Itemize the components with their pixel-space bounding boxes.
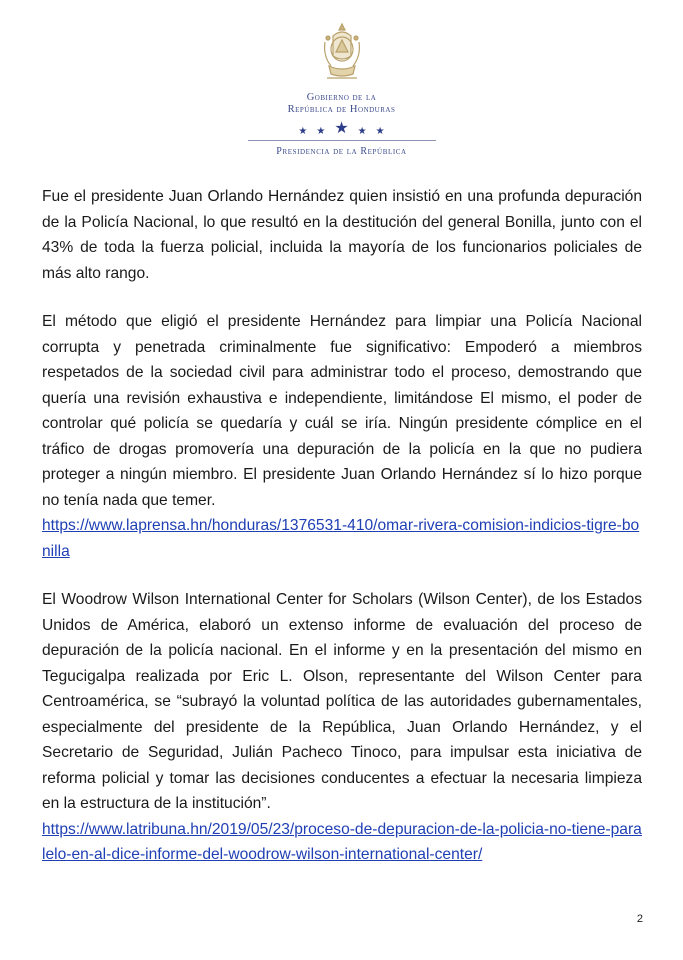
letterhead-presidencia: Presidencia de la República	[276, 146, 407, 157]
paragraph-2	[42, 309, 642, 564]
star-icon: ★	[375, 126, 385, 137]
paragraph-3	[42, 587, 642, 868]
star-row	[298, 121, 384, 137]
document-body	[42, 184, 642, 891]
letterhead	[0, 22, 683, 157]
letterhead-line-republica: República de Honduras	[287, 104, 396, 115]
letterhead-line-gobierno: Gobierno de la	[306, 92, 377, 103]
paragraph-1: Fue el presidente Juan Orlando Hernández quien insistió en una profunda depuración de la Policía Nacional, lo que resultó en la destitución del general Bonilla, junto con el 43% de toda la fuerza policial, incluida la mayoría de los funcionarios policiales de más alto rango.	[42, 188, 642, 282]
laprensa-link[interactable]: https://www.laprensa.hn/honduras/1376531-410/omar-rivera-comision-indicios-tigre-bonilla	[42, 517, 640, 560]
paragraph-2-text: El método que eligió el presidente Hernández para limpiar una Policía Nacional corrupta y penetrada criminalmente fue significativo: Empoderó a miembros respetados de la sociedad civil para administrar todo el proceso, demostrando que quería una revisión exhaustiva e independiente, limitándose El mismo, el poder de controlar qué policía se quedaría y cuál se iría. Ningún presidente cómplice en el tráfico de drogas promovería una depuración de la policía en la que no pudiera proteger a ningún miembro. El presidente Juan Orlando Hernández sí lo hizo porque no tenía nada que temer.	[42, 313, 642, 509]
star-icon: ★	[334, 120, 349, 137]
latribuna-link[interactable]: https://www.latribuna.hn/2019/05/23/proceso-de-depuracion-de-la-policia-no-tiene-paralelo-en-al-dice-informe-del-woodrow-wilson-international-center/	[42, 820, 642, 863]
letterhead-divider	[248, 140, 436, 141]
star-icon: ★	[298, 126, 308, 137]
page-number: 2	[636, 913, 643, 925]
honduras-coat-of-arms-icon	[319, 22, 365, 84]
paragraph-3-text: El Woodrow Wilson International Center for Scholars (Wilson Center), de los Estados Unidos de América, elaboró un extenso informe de evaluación del proceso de depuración de la policía nacional. En el informe y en la presentación del mismo en Tegucigalpa realizada por Eric L. Olson, representante del Wilson Center para Centroamérica, se “subrayó la voluntad política de las autoridades gubernamentales, especialmente del presidente de la República, Juan Orlando Hernández, y el Secretario de Seguridad, Julián Pacheco Tinoco, para impulsar esta iniciativa de reforma policial y tomar las decisiones conducentes a efectuar la necesaria limpieza en la estructura de la institución”.	[42, 591, 642, 812]
star-icon: ★	[316, 126, 326, 137]
star-icon: ★	[357, 126, 367, 137]
